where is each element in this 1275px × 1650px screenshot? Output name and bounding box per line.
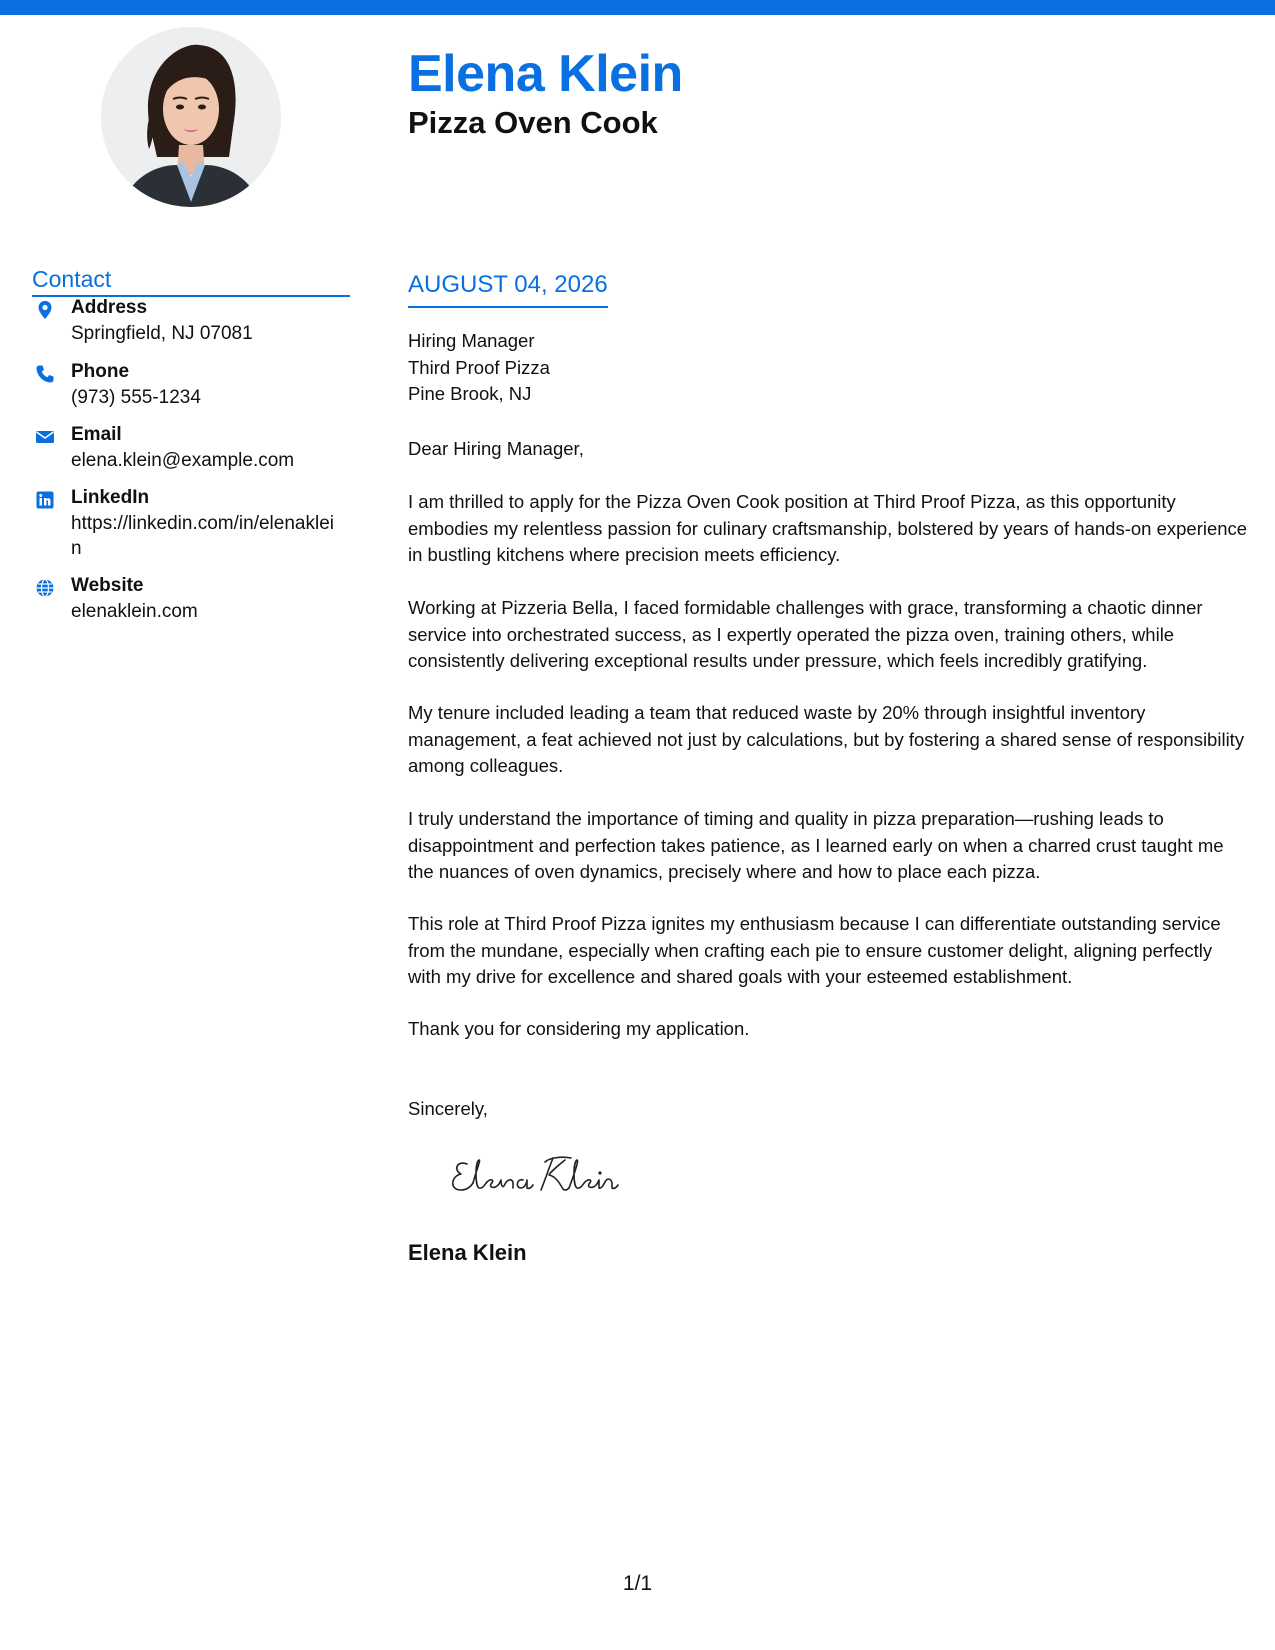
accent-top-bar: [0, 0, 1275, 15]
page-number: 1/1: [622, 1572, 653, 1595]
map-pin-icon: [35, 300, 55, 320]
profile-photo: [101, 27, 281, 207]
contact-label: Address: [71, 297, 148, 318]
portrait-illustration: [101, 27, 281, 207]
recipient-line: Third Proof Pizza: [408, 356, 550, 378]
letter-date: AUGUST 04, 2026: [408, 270, 608, 308]
contact-value: https://linkedin.com/in/elenaklein: [71, 513, 334, 559]
recipient-block: [408, 328, 550, 408]
salutation: Dear Hiring Manager,: [408, 438, 584, 459]
applicant-name: Elena Klein: [408, 45, 683, 103]
contact-value: elenaklein.com: [71, 601, 198, 622]
envelope-icon: [35, 427, 55, 447]
job-title: Pizza Oven Cook: [408, 105, 658, 140]
contact-value: (973) 555-1234: [71, 387, 201, 408]
contact-label: LinkedIn: [71, 487, 150, 508]
letter-paragraph: My tenure included leading a team that reduced waste by 20% through insightful inventory management, a feat achieved not just by calculations, but by fostering a shared sense of responsibility among colleagues.: [408, 702, 1245, 776]
recipient-line: Pine Brook, NJ: [408, 383, 532, 404]
closing: Sincerely,: [408, 1098, 488, 1119]
recipient-line: Hiring Manager: [408, 330, 535, 351]
globe-icon: [35, 578, 55, 598]
letter-paragraph: This role at Third Proof Pizza ignites my enthusiasm because I can differentiate outstanding service from the mundane, especially when crafting each pie to ensure customer delight, aligning perfectly with my drive for excellence and shared goals with your esteemed establishment.: [408, 913, 1221, 987]
letter-paragraph: Working at Pizzeria Bella, I faced formidable challenges with grace, transforming a chaotic dinner service into orchestrated success, as I expertly operated the pizza oven, training others, while consistently delivering exceptional results under pressure, which feels incredibly gratifying.: [408, 597, 1203, 671]
phone-icon: [35, 364, 55, 384]
letter-paragraph: I truly understand the importance of timing and quality in pizza preparation—rushing leads to disappointment and perfection takes patience, as I learned early on when a charred crust taught me the nuances of oven dynamics, precisely where and how to place each pizza.: [408, 808, 1224, 882]
contact-label: Website: [71, 575, 144, 596]
linkedin-icon: [35, 490, 55, 510]
contact-label: Phone: [71, 361, 130, 382]
contact-value: Springfield, NJ 07081: [71, 323, 253, 344]
signed-name: Elena Klein: [408, 1240, 527, 1265]
letter-paragraph: Thank you for considering my application.: [408, 1018, 750, 1039]
contact-label: Email: [71, 424, 122, 445]
handwritten-signature: [445, 1148, 645, 1203]
contact-value: elena.klein@example.com: [71, 450, 295, 471]
contact-section-heading: Contact: [32, 264, 350, 297]
letter-paragraph: I am thrilled to apply for the Pizza Oven Cook position at Third Proof Pizza, as this opportunity embodies my relentless passion for culinary craftsmanship, bolstered by years of hands-on experience in bustling kitchens where precision meets efficiency.: [408, 491, 1248, 565]
